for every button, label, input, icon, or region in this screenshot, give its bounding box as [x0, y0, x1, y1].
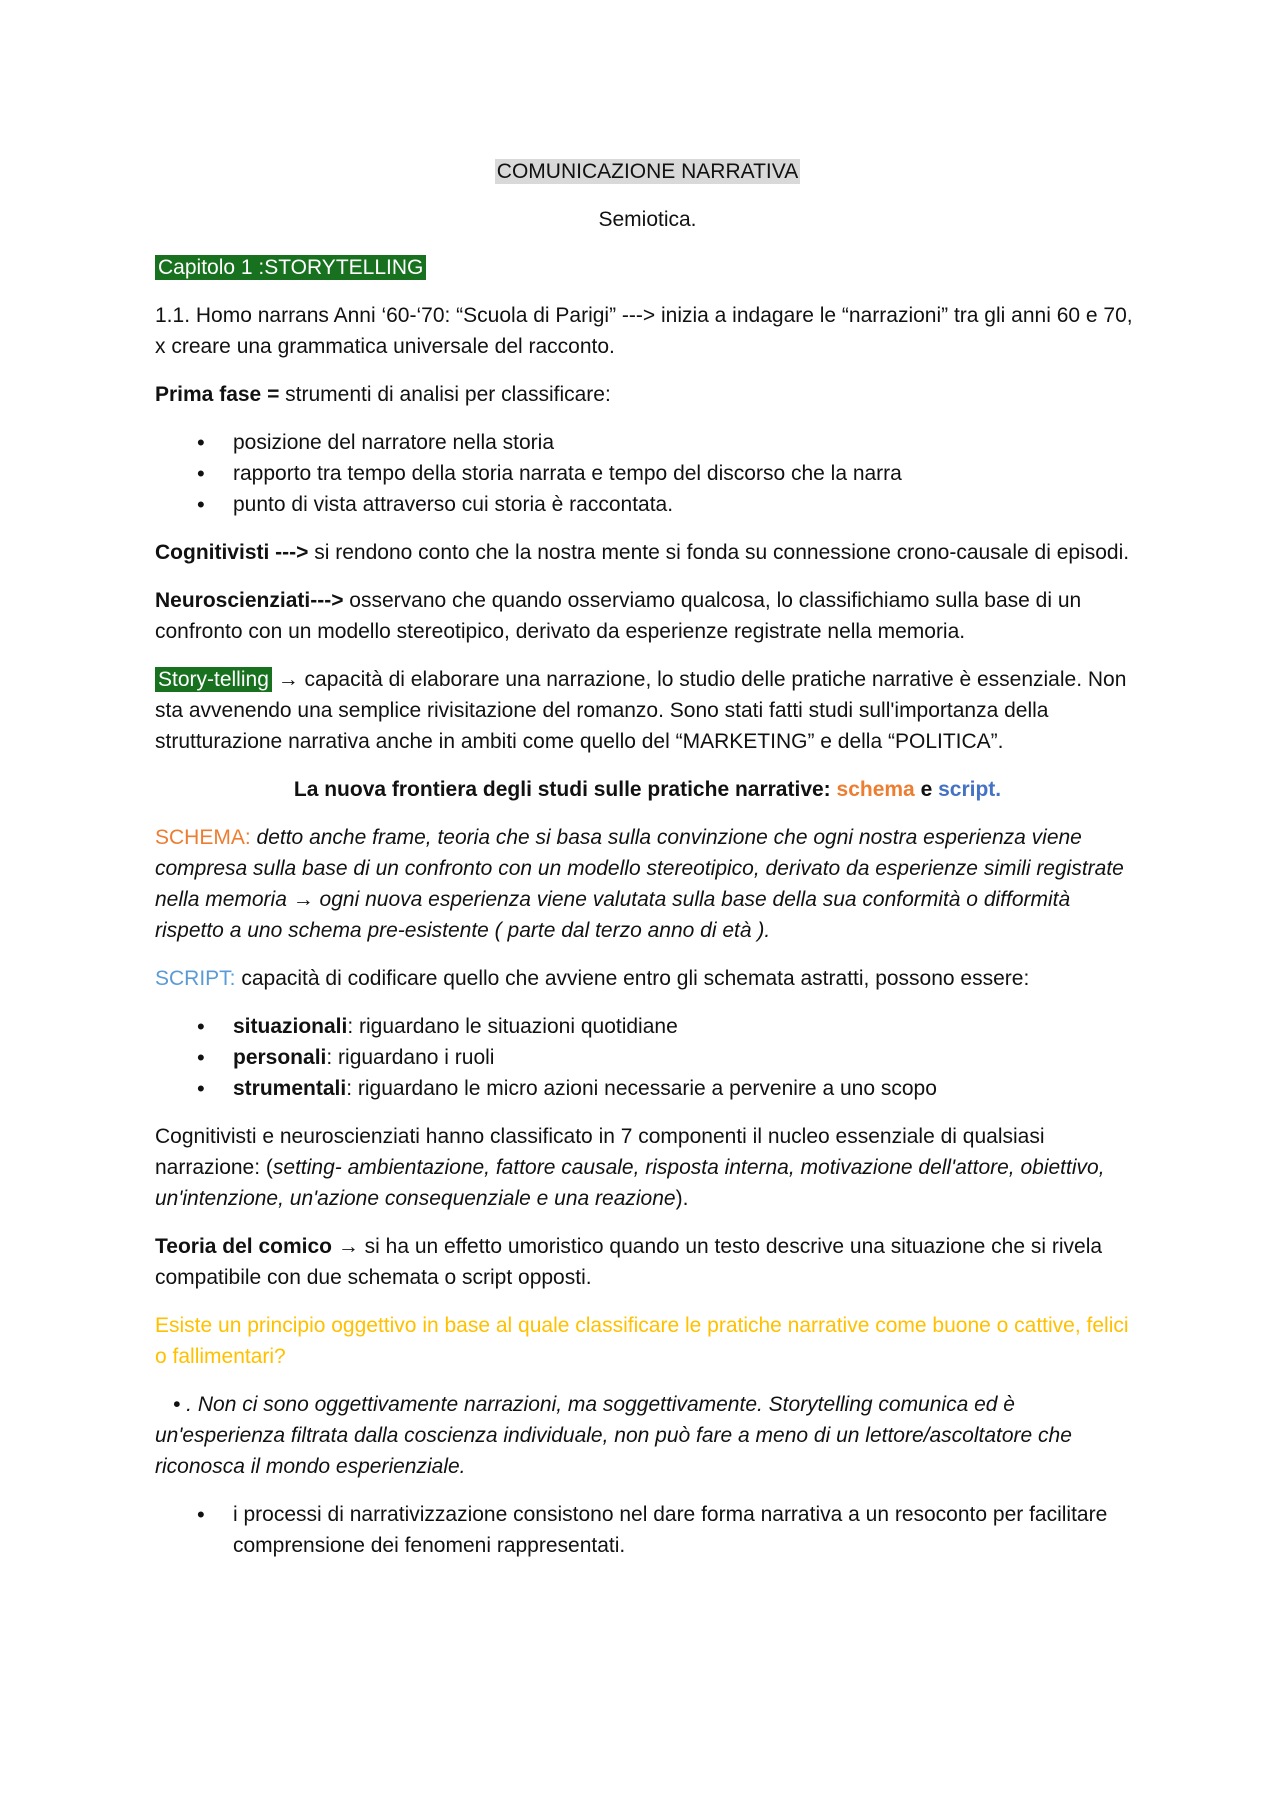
list-item [155, 1073, 1140, 1104]
list-item [155, 1042, 1140, 1073]
prima-fase-label: Prima fase = [155, 383, 280, 406]
paragraph-prima-fase [155, 379, 1140, 410]
script-type-text: : riguardano i ruoli [326, 1046, 495, 1069]
document-subtitle: Semiotica. [598, 208, 697, 231]
componenti-italic: setting- ambientazione, fattore causale, risposta interna, motivazione dell'attore, obiettivo, un'intenzione, un'azione consequenziale e una reazione [155, 1156, 1105, 1210]
storytelling-text: → capacità di elaborare una narrazione, lo studio delle pratiche narrative è essenziale. Non sta avvenendo una semplice rivisitazione del romanzo. Sono stati fatti studi sull'importanza della strutturazione narrativa anche in ambiti come quello del “MARKETING” e della “POLITICA”. [155, 668, 1127, 753]
question-paragraph: Esiste un principio oggettivo in base al quale classificare le pratiche narrative come buone o cattive, felici o fallimentari? [155, 1314, 1129, 1368]
list-item: • posizione del narratore nella storia [155, 427, 1140, 458]
script-type-text: : riguardano le micro azioni necessarie a pervenire a uno scopo [346, 1077, 937, 1100]
script-text: capacità di codificare quello che avviene entro gli schemata astratti, possono essere: [235, 967, 1030, 990]
script-type-text: : riguardano le situazioni quotidiane [347, 1015, 678, 1038]
list-item: • rapporto tra tempo della storia narrata e tempo del discorso che la narra [155, 458, 1140, 489]
frontiera-heading [155, 774, 1140, 805]
neuro-label: Neuroscienziati---> [155, 589, 344, 612]
schema-label: SCHEMA: [155, 826, 251, 849]
paragraph-script [155, 963, 1140, 994]
schema-text: detto anche frame, teoria che si basa sulla convinzione che ogni nostra esperienza viene compresa sulla base di un confronto con un modello stereotipico, derivato da esperienze simili registrate nella memoria → ogni nuova esperienza viene valutata sulla base della sua conformità o difformità rispetto a uno schema pre-esistente ( parte dal terzo anno di età ). [155, 826, 1124, 942]
paragraph-homo-narrans: 1.1. Homo narrans Anni ‘60-‘70: “Scuola di Parigi” ---> inizia a indagare le “narrazioni” tra gli anni 60 e 70, x creare una grammatica universale del racconto. [155, 304, 1133, 358]
document-title-line [155, 156, 1140, 187]
paragraph-neuroscienziati [155, 585, 1140, 647]
answer-text: • . Non ci sono oggettivamente narrazioni, ma soggettivamente. Storytelling comunica ed è un'esperienza filtrata dalla coscienza individuale, non può fare a meno di un lettore/ascoltatore che riconosca il mondo esperienziale. [155, 1393, 1072, 1478]
frontiera-text: La nuova frontiera degli studi sulle pratiche narrative: [293, 778, 837, 801]
script-type-term: situazionali [233, 1015, 348, 1038]
comico-text: → si ha un effetto umoristico quando un testo descrive una situazione che si rivela compatibile con due schemata o script opposti. [155, 1235, 1103, 1289]
chapter-heading-line [155, 252, 1140, 283]
paragraph-storytelling [155, 664, 1140, 757]
frontiera-schema: schema [836, 778, 915, 801]
componenti-text: Cognitivisti e neuroscienziati hanno classificato in 7 componenti il nucleo essenziale di qualsiasi narrazione: ( [155, 1125, 1045, 1179]
script-type-term: personali [233, 1046, 327, 1069]
storytelling-label: Story-telling [155, 667, 272, 692]
cognitivisti-text: si rendono conto che la nostra mente si fonda su connessione crono-causale di episodi. [308, 541, 1130, 564]
list-item: • punto di vista attraverso cui storia è raccontata. [155, 489, 1140, 520]
script-label: SCRIPT: [155, 967, 236, 990]
chapter-heading: Capitolo 1 :STORYTELLING [155, 255, 426, 280]
componenti-end: ). [675, 1187, 689, 1210]
list-item: • i processi di narrativizzazione consistono nel dare forma narrativa a un resoconto per facilitare comprensione dei fenomeni rappresentati. [155, 1499, 1140, 1561]
frontiera-and: e [914, 778, 939, 801]
narrativizzazione-list [155, 1499, 1140, 1561]
list-item [155, 1011, 1140, 1042]
analysis-list [155, 427, 1140, 520]
neuro-text: osservano che quando osserviamo qualcosa, lo classifichiamo sulla base di un confronto con un modello stereotipico, derivato da esperienze registrate nella memoria. [155, 589, 1082, 643]
paragraph-componenti [155, 1121, 1140, 1214]
script-type-term: strumentali [233, 1077, 347, 1100]
script-types-list [155, 1011, 1140, 1104]
prima-fase-text: strumenti di analisi per classificare: [279, 383, 611, 406]
comico-label: Teoria del comico [155, 1235, 332, 1258]
answer-paragraph [155, 1389, 1140, 1482]
cognitivisti-label: Cognitivisti ---> [155, 541, 309, 564]
paragraph-cognitivisti [155, 537, 1140, 568]
frontiera-script: script. [938, 778, 1002, 801]
paragraph-schema [155, 822, 1140, 946]
document-title: COMUNICAZIONE NARRATIVA [496, 160, 799, 183]
paragraph-comico [155, 1231, 1140, 1293]
